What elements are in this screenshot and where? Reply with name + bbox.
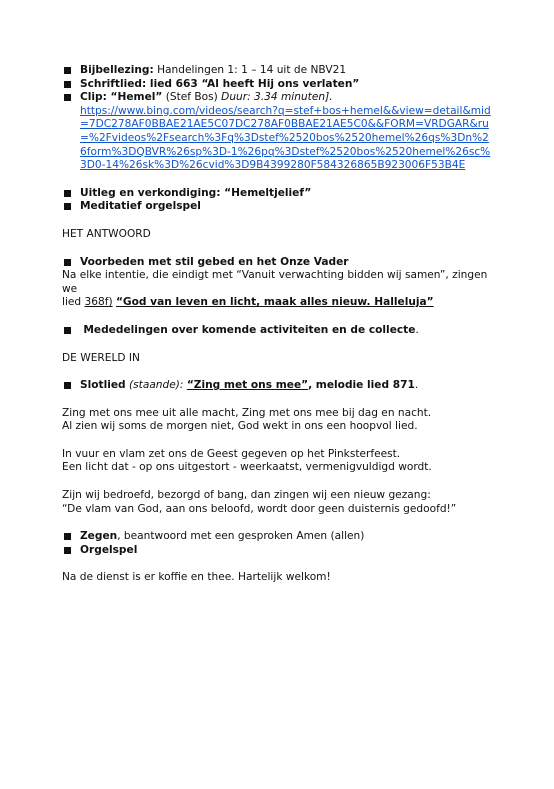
square-bullet-icon xyxy=(64,327,71,334)
item-label: Schriftlied: lied 663 “Al heeft Hij ons verlaten” xyxy=(80,77,360,90)
list-item-orgelspel xyxy=(62,200,492,214)
item-text: Handelingen 1: 1 – 14 uit de NBV21 xyxy=(153,64,347,76)
spacer xyxy=(62,393,492,407)
item-punct: . xyxy=(415,323,419,336)
square-bullet-icon xyxy=(64,533,71,540)
square-bullet-icon xyxy=(64,94,71,101)
verse-1 xyxy=(62,407,492,434)
item-label: Orgelspel xyxy=(80,543,138,556)
verse-line: “De vlam van God, aan ons beloofd, wordt door geen duisternis gedoofd!” xyxy=(62,502,457,515)
spacer xyxy=(62,475,492,489)
square-bullet-icon xyxy=(64,547,71,554)
slotlied-title: “Zing met ons mee” xyxy=(186,379,309,392)
voorbeden-song: “God van leven en licht, maak alles nieuw. Halleluja” xyxy=(115,296,434,309)
item-label: Mededelingen over komende activiteiten en de collecte xyxy=(83,323,416,336)
item-label: Slotlied xyxy=(80,379,126,392)
square-bullet-icon xyxy=(64,382,71,389)
item-label: Meditatief orgelspel xyxy=(80,200,201,213)
item-label: Voorbeden met stil gebed en het Onze Vader xyxy=(80,255,349,268)
verse-2 xyxy=(62,448,492,475)
spacer xyxy=(62,557,492,571)
verse-line: Een licht dat - op ons uitgestort - weerkaatst, vermenigvuldigd wordt. xyxy=(62,461,432,474)
list-item-schriftlied xyxy=(62,78,492,92)
list-item-orgelspel-end xyxy=(62,544,492,558)
square-bullet-icon xyxy=(64,67,71,74)
item-label: Bijbellezing: xyxy=(80,64,154,76)
verse-line: Zijn wij bedroefd, bezorgd of bang, dan zingen wij een nieuw gezang: xyxy=(62,489,431,502)
spacer xyxy=(62,310,492,324)
list-item-bijbellezing xyxy=(62,64,492,78)
square-bullet-icon xyxy=(64,259,71,266)
spacer xyxy=(62,365,492,379)
item-label: Clip: “Hemel” xyxy=(80,91,163,104)
clip-link[interactable]: https://www.bing.com/videos/search?q=stef+bos+hemel&&view=detail&mid=7DC278AF0BBAE21AE5C07DC278AF0BBAE21AE5C0&&FORM=VRDGAR&ru=%2Fvideos%2Fsearch%3Fq%3Dstef%2520bos%2520hemel%26qs%3Dn%26form%3DQBVR%26sp%3D-1%26pq%3Dstef%2520bos%2520hemel%26sc%3D0-14%26sk%3D%26cvid%3D9B4399280F584326865B923006F53B4E xyxy=(80,104,491,172)
item-duration: Duur: 3.34 minuten]. xyxy=(221,91,333,104)
verse-line: Zing met ons mee uit alle macht, Zing met ons mee bij dag en nacht. xyxy=(62,406,432,419)
list-item-uitleg xyxy=(62,187,492,201)
voorbeden-lied-number: 368f) xyxy=(84,296,113,309)
closing-text: Na de dienst is er koffie en thee. Hartelijk welkom! xyxy=(62,571,331,584)
verse-line: Al zien wij soms de morgen niet, God wekt in ons een hoopvol lied. xyxy=(62,420,418,433)
list-item-clip xyxy=(62,91,492,173)
voorbeden-line: Na elke intentie, die eindigt met “Vanuit verwachting bidden wij samen”, zingen we xyxy=(62,269,488,295)
list-item-slotlied xyxy=(62,379,492,393)
section-heading-antwoord: HET ANTWOORD xyxy=(62,227,151,240)
item-punct: . xyxy=(414,379,419,392)
spacer xyxy=(62,516,492,530)
item-text: , beantwoord met een gesproken Amen (allen) xyxy=(117,530,365,543)
spacer xyxy=(62,338,492,352)
item-label: Uitleg en verkondiging: “Hemeltjelief” xyxy=(80,186,312,199)
item-label: Zegen xyxy=(80,530,118,543)
square-bullet-icon xyxy=(64,81,71,88)
list-item-mededelingen xyxy=(62,324,492,338)
document-body xyxy=(62,64,492,585)
list-item-zegen xyxy=(62,530,492,544)
verse-line: In vuur en vlam zet ons de Geest gegeven op het Pinksterfeest. xyxy=(62,447,401,460)
voorbeden-lied-prefix: lied xyxy=(62,296,85,309)
slotlied-melodie: , melodie lied 871 xyxy=(308,379,415,392)
voorbeden-text xyxy=(62,269,492,310)
item-staande: (staande): xyxy=(129,379,184,392)
list-item-voorbeden xyxy=(62,256,492,270)
spacer xyxy=(62,173,492,187)
square-bullet-icon xyxy=(64,190,71,197)
item-text: (Stef Bos) xyxy=(162,91,222,104)
spacer xyxy=(62,214,492,228)
spacer xyxy=(62,434,492,448)
square-bullet-icon xyxy=(64,203,71,210)
spacer xyxy=(62,242,492,256)
section-heading-wereld: DE WERELD IN xyxy=(62,351,140,364)
verse-3 xyxy=(62,489,492,516)
